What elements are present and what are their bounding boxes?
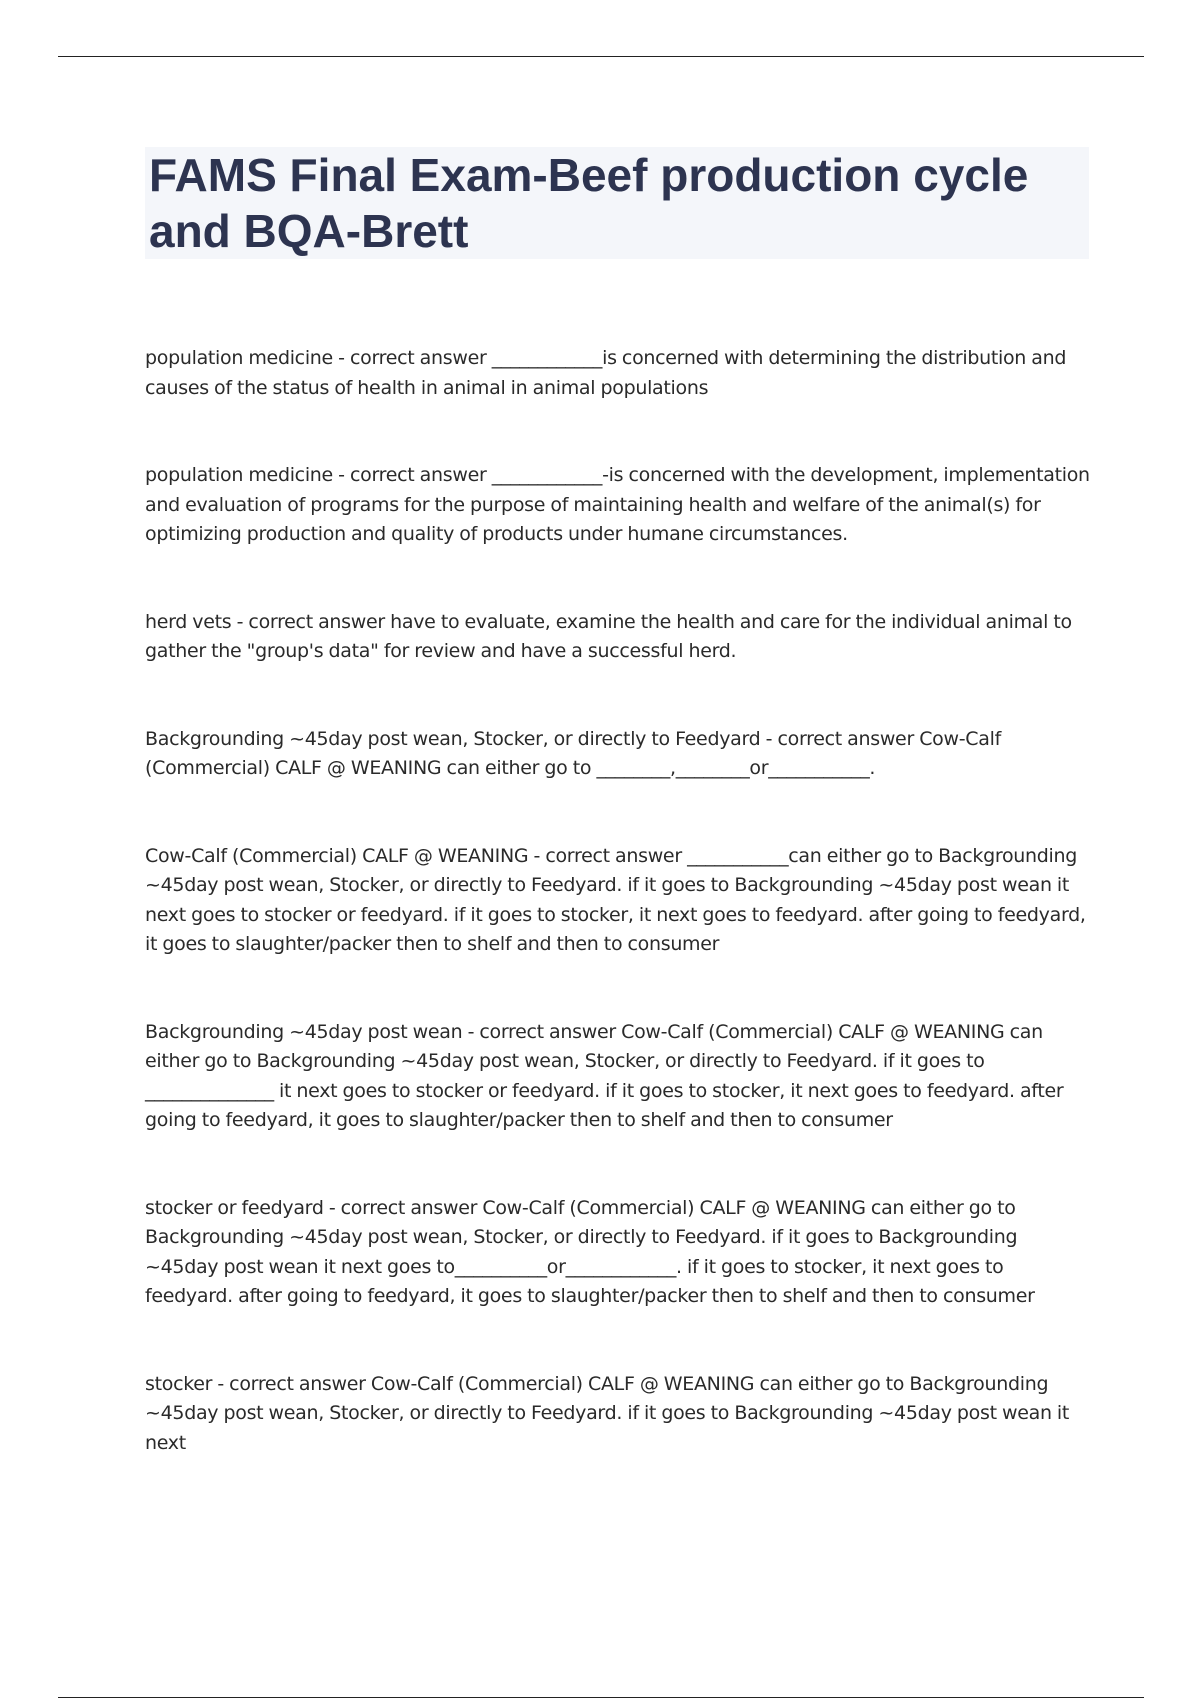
header-rule: [58, 56, 1144, 57]
footer-rule: [58, 1697, 1144, 1698]
qa-list: [145, 344, 1093, 1458]
qa-entry-8: stocker - correct answer Cow-Calf (Commercial) CALF @ WEANING can either go to Backgrounding ~45day post wean, Stocker, or directly to Feedyard. if it goes to Backgrounding ~45day post wean it next: [145, 1372, 1070, 1454]
qa-entry-1: population medicine - correct answer ____________is concerned with determining the distribution and causes of the status of health in animal in animal populations: [145, 347, 1067, 399]
title-banner: [145, 147, 1089, 259]
qa-entry-2: population medicine - correct answer ____________-is concerned with the development, implementation and evaluation of programs for the purpose of maintaining health and welfare of the animal(s) for optimizing production and quality of products under humane circumstances.: [145, 464, 1090, 545]
qa-entry-4: Backgrounding ~45day post wean, Stocker, or directly to Feedyard - correct answer Cow-Calf (Commercial) CALF @ WEANING can either go to ________,________or___________.: [145, 727, 1001, 779]
document-title: FAMS Final Exam-Beef production cycle and BQA-Brett: [149, 149, 1029, 257]
qa-entry-5: Cow-Calf (Commercial) CALF @ WEANING - correct answer ___________can either go to Backgrounding ~45day post wean, Stocker, or directly to Feedyard. if it goes to Backgrounding ~45day post wean it next goes to stocker or feedyard. if it goes to stocker, it next goes to feedyard. after going to feedyard, it goes to slaughter/packer then to shelf and then to consumer: [145, 844, 1086, 955]
qa-entry-3: herd vets - correct answer have to evaluate, examine the health and care for the individual animal to gather the "group's data" for review and have a successful herd.: [145, 610, 1072, 662]
qa-entry-6: Backgrounding ~45day post wean - correct answer Cow-Calf (Commercial) CALF @ WEANING can either go to Backgrounding ~45day post wean, Stocker, or directly to Feedyard. if it goes to ______________ it next goes to stocker or feedyard. if it goes to stocker, it next goes to feedyard. after going to feedyard, it goes to slaughter/packer then to shelf and then to consumer: [145, 1020, 1064, 1131]
qa-entry-7: stocker or feedyard - correct answer Cow-Calf (Commercial) CALF @ WEANING can either go to Backgrounding ~45day post wean, Stocker, or directly to Feedyard. if it goes to Backgrounding ~45day post wean it next goes to__________or____________. if it goes to stocker, it next goes to feedyard. after going to feedyard, it goes to slaughter/packer then to shelf and then to consumer: [145, 1196, 1035, 1307]
